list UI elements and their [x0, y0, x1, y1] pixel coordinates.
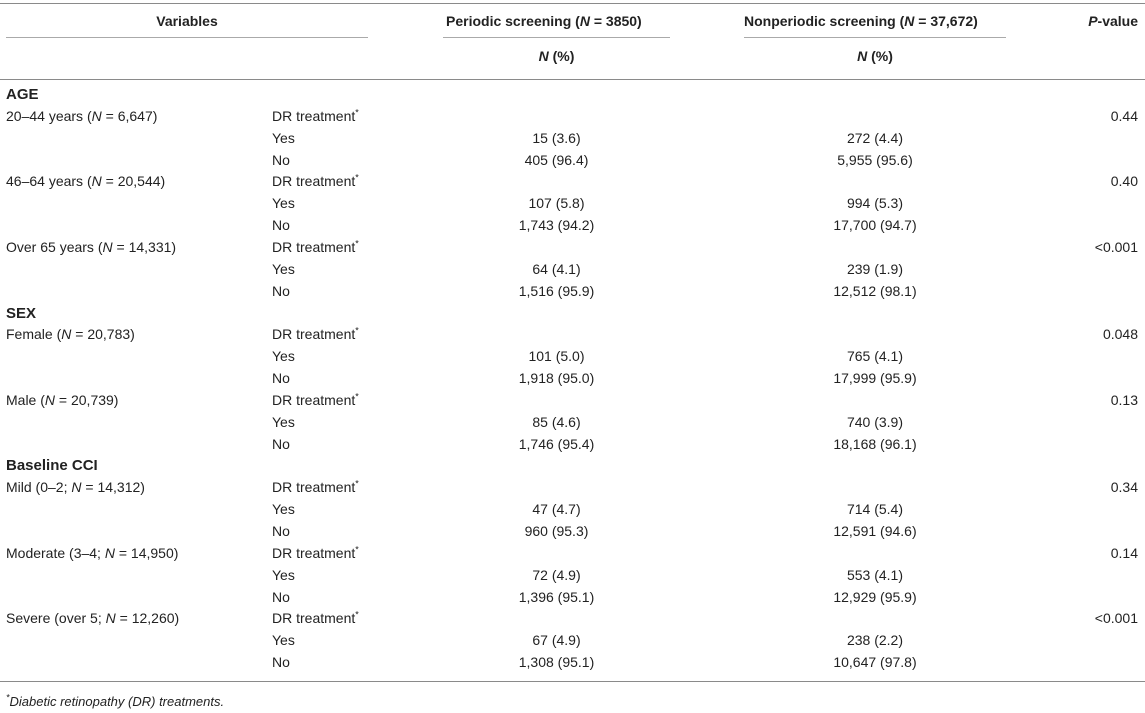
periodic-value: 47 (4.7): [532, 501, 581, 517]
p-value: <0.001: [1094, 239, 1138, 255]
header-periodic-sub-text: N (%): [538, 48, 575, 64]
group-label: Mild (0–2; N = 14,312): [6, 479, 145, 495]
group-label: Moderate (3–4; N = 14,950): [6, 545, 179, 561]
nonperiodic-value: 18,168 (96.1): [833, 436, 917, 452]
nonperiodic-value: 12,929 (95.9): [833, 589, 917, 605]
header-pvalue: [1040, 13, 1138, 30]
top-rule: [0, 3, 1145, 4]
nonperiodic-value: 17,999 (95.9): [833, 370, 917, 386]
row-label-no: No: [272, 217, 290, 233]
p-value: 0.048: [1102, 326, 1138, 342]
row-label-no: No: [272, 523, 290, 539]
nonperiodic-value: 5,955 (95.6): [837, 152, 913, 168]
nonperiodic-underline: [744, 37, 1006, 38]
nonperiodic-value: 553 (4.1): [846, 567, 904, 583]
periodic-value: 1,918 (95.0): [518, 370, 595, 386]
periodic-value: 107 (5.8): [528, 195, 585, 211]
periodic-value: 1,516 (95.9): [518, 283, 595, 299]
row-label-yes: Yes: [272, 501, 295, 517]
nonperiodic-value: 740 (3.9): [846, 414, 904, 430]
p-value: 0.44: [1110, 108, 1138, 124]
header-periodic-text: Periodic screening (N = 3850): [446, 13, 642, 29]
group-label: 20–44 years (N = 6,647): [6, 108, 158, 124]
periodic-value: 1,308 (95.1): [518, 654, 595, 670]
header-nonperiodic-sub: [744, 48, 1006, 65]
row-label-no: No: [272, 589, 290, 605]
row-label-no: No: [272, 436, 290, 452]
treatment-label: DR treatment*: [272, 609, 359, 626]
footnote-marker: *: [6, 692, 10, 703]
treatment-label: DR treatment*: [272, 391, 359, 408]
section-title: AGE: [6, 86, 39, 103]
p-value: 0.14: [1110, 545, 1138, 561]
treatment-label: DR treatment*: [272, 172, 359, 189]
row-label-yes: Yes: [272, 414, 295, 430]
nonperiodic-value: 238 (2.2): [846, 632, 904, 648]
p-value: 0.40: [1110, 173, 1138, 189]
group-label: 46–64 years (N = 20,544): [6, 173, 166, 189]
p-value: <0.001: [1094, 610, 1138, 626]
header-bottom-rule: [0, 79, 1145, 80]
bottom-rule: [0, 681, 1145, 682]
group-label: Female (N = 20,783): [6, 326, 135, 342]
section-title: SEX: [6, 305, 37, 322]
nonperiodic-value: 12,512 (98.1): [833, 283, 917, 299]
row-label-yes: Yes: [272, 348, 295, 364]
periodic-value: 85 (4.6): [532, 414, 581, 430]
nonperiodic-value: 10,647 (97.8): [833, 654, 917, 670]
periodic-underline: [443, 37, 670, 38]
nonperiodic-value: 765 (4.1): [846, 348, 904, 364]
periodic-value: 101 (5.0): [528, 348, 585, 364]
row-label-yes: Yes: [272, 130, 295, 146]
periodic-value: 67 (4.9): [532, 632, 581, 648]
periodic-value: 960 (95.3): [524, 523, 589, 539]
header-nonperiodic-sub-text: N (%): [857, 48, 893, 64]
periodic-value: 1,743 (94.2): [518, 217, 595, 233]
group-label: Severe (over 5; N = 12,260): [6, 610, 180, 626]
row-label-yes: Yes: [272, 632, 295, 648]
row-label-no: No: [272, 654, 290, 670]
periodic-value: 64 (4.1): [532, 261, 581, 277]
header-periodic: [446, 13, 642, 30]
treatment-label: DR treatment*: [272, 107, 359, 124]
group-label: Male (N = 20,739): [6, 392, 119, 408]
nonperiodic-value: 714 (5.4): [846, 501, 904, 517]
row-label-no: No: [272, 283, 290, 299]
periodic-value: 1,746 (95.4): [518, 436, 595, 452]
treatment-label: DR treatment*: [272, 478, 359, 495]
group-label: Over 65 years (N = 14,331): [6, 239, 177, 255]
row-label-yes: Yes: [272, 567, 295, 583]
row-label-no: No: [272, 370, 290, 386]
row-label-no: No: [272, 152, 290, 168]
periodic-value: 1,396 (95.1): [518, 589, 595, 605]
periodic-value: 72 (4.9): [532, 567, 581, 583]
p-value: 0.34: [1110, 479, 1138, 495]
p-value: 0.13: [1110, 392, 1138, 408]
treatment-label: DR treatment*: [272, 325, 359, 342]
row-label-yes: Yes: [272, 195, 295, 211]
nonperiodic-value: 12,591 (94.6): [833, 523, 917, 539]
header-variables: Variables: [156, 13, 218, 29]
footnote-text: Diabetic retinopathy (DR) treatments.: [9, 694, 225, 709]
treatment-label: DR treatment*: [272, 238, 359, 255]
header-nonperiodic: [744, 13, 978, 30]
nonperiodic-value: 239 (1.9): [846, 261, 904, 277]
nonperiodic-value: 272 (4.4): [846, 130, 904, 146]
footnote: [6, 693, 224, 710]
treatment-label: DR treatment*: [272, 544, 359, 561]
periodic-value: 405 (96.4): [524, 152, 589, 168]
nonperiodic-value: 994 (5.3): [846, 195, 904, 211]
row-label-yes: Yes: [272, 261, 295, 277]
header-pvalue-text: P-value: [1088, 13, 1138, 29]
nonperiodic-value: 17,700 (94.7): [833, 217, 917, 233]
periodic-value: 15 (3.6): [532, 130, 581, 146]
section-title: Baseline CCI: [6, 457, 98, 474]
header-periodic-sub: [443, 48, 670, 65]
variables-underline: [6, 37, 368, 38]
header-nonperiodic-text: Nonperiodic screening (N = 37,672): [744, 13, 978, 29]
